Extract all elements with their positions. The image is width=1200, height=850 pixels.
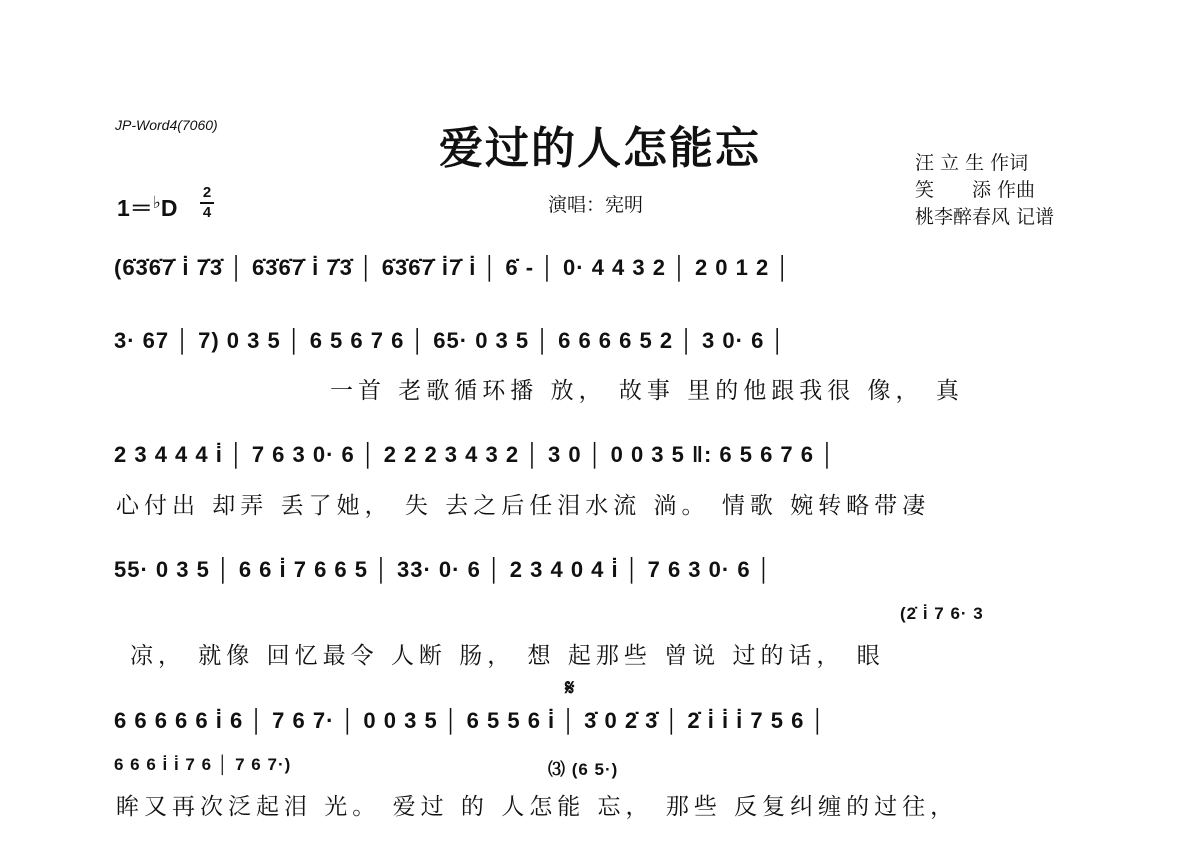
singer-credit: 演唱：宪明: [548, 194, 644, 216]
key-signature: [117, 190, 177, 223]
lyric-row-4: 凉， 就像 回忆最令 人断 肠， 想 起那些 曾说 过的话， 眼: [130, 643, 885, 669]
flat-icon: ♭: [152, 193, 161, 212]
composer-credit: 笑 添 作曲: [915, 179, 1036, 201]
alt-line-row-4: (2̇ i̇ 7 6· 3: [900, 604, 984, 623]
lyric-row-2: 一首 老歌循环播 放， 故事 里的他跟我很 像， 真: [330, 378, 964, 404]
watermark: JP-Word4(7060): [115, 117, 218, 133]
credits-block: [915, 150, 1054, 231]
score-row-3: 2 3 4 4 4 i̇ │ 7 6 3 0· 6 │ 2 2 2 3 4 3 2 │ 3 0 │ 0 0 3 5 ‖: 6 5 6 7 6 │: [114, 442, 836, 467]
lyric-row-3: 心付出 却弄 丢了她， 失 去之后任泪水流 淌。 情歌 婉转略带凄: [116, 493, 931, 519]
segno-icon: 𝄋: [565, 676, 575, 701]
transcriber-credit: 桃李醉春风 记谱: [915, 206, 1055, 228]
alt-line-row-5: 6 6 6 i̇ i̇ 7 6 │ 7 6 7·): [114, 755, 292, 774]
meter-bottom: 4: [202, 204, 212, 221]
repeat-mark: ⑶ (6 5·): [548, 760, 619, 779]
lyricist-credit: 汪 立 生 作词: [915, 152, 1029, 174]
key-note: D: [160, 195, 178, 221]
score-row-4: 55· 0 3 5 │ 6 6 i̇ 7 6 6 5 │ 33· 0· 6 │ 2 3 4 0 4 i̇ │ 7 6 3 0· 6 │: [114, 557, 773, 582]
score-row-5: 6 6 6 6 6 i̇ 6 │ 7 6 7· │ 0 0 3 5 │ 6 5 5 6 i̇ │ 3̇ 0 2̇ 3̇ │ 2̇ i̇ i̇ i̇ 7 5 6 │: [114, 708, 827, 733]
meter-top: 2: [202, 184, 212, 201]
key-prefix: 1＝: [117, 195, 153, 221]
score-row-2: 3· 67 │ 7) 0 3 5 │ 6 5 6 7 6 │ 65· 0 3 5 │ 6 6 6 6 5 2 │ 3 0· 6 │: [114, 328, 787, 353]
score-row-1: (6̇3̇6̇7̇ i̇ 7̇3̇ │ 6̇3̇6̇7̇ i̇ 7̇3̇ │ 6̇3̇6̇7̇ i̇7̇ i̇ │ 6̇ - │ 0· 4 4 3 2 │ 2 0 1 2 │: [114, 255, 792, 280]
page-title: 爱过的人怎能忘: [439, 123, 761, 174]
time-signature: [200, 186, 214, 220]
lyric-row-5: 眸又再次泛起泪 光。 爱过 的 人怎能 忘， 那些 反复纠缠的过往，: [116, 794, 959, 820]
